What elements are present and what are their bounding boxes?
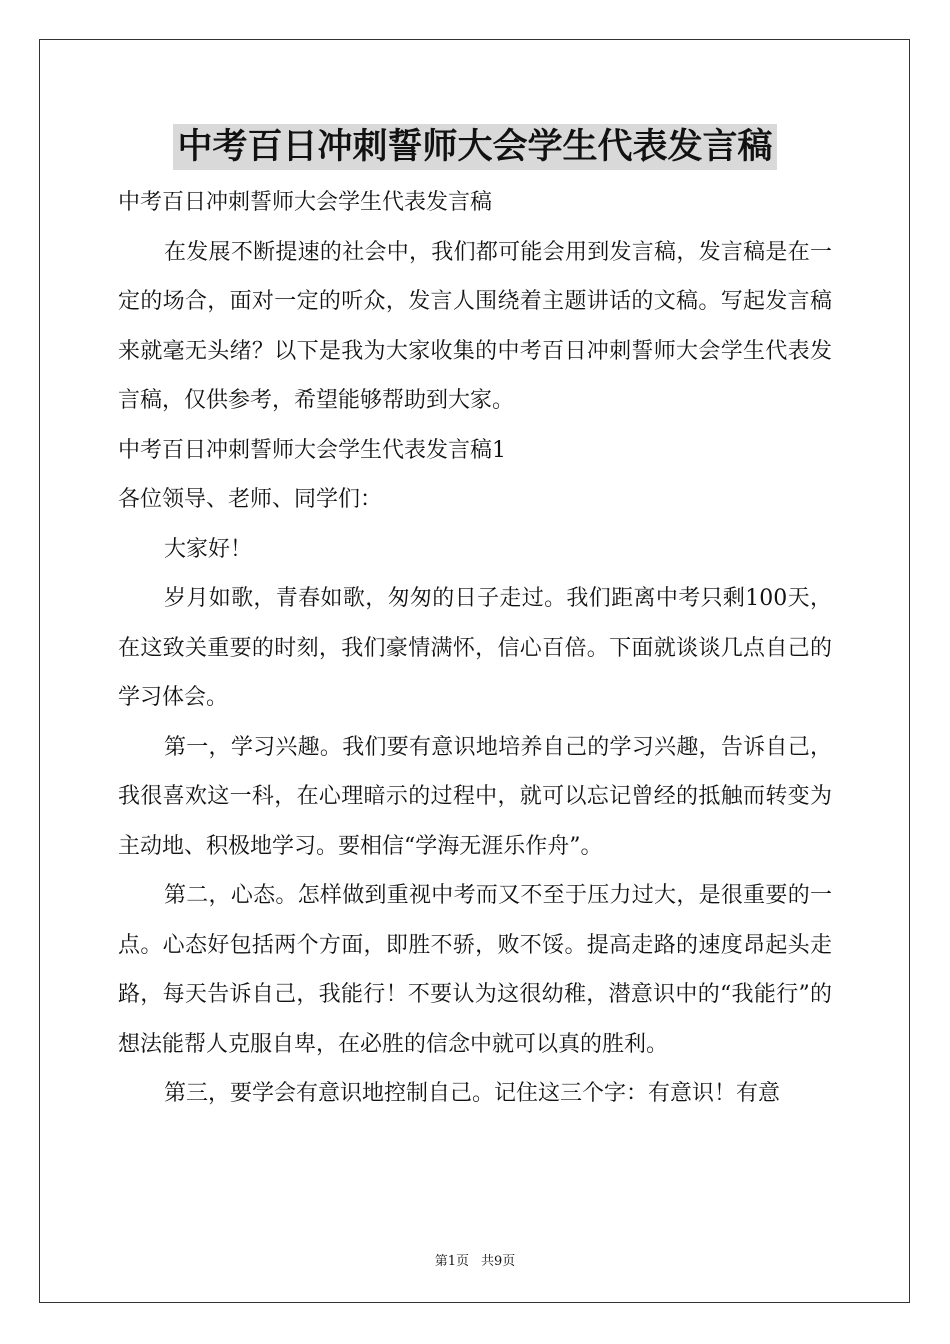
document-title: 中考百日冲刺誓师大会学生代表发言稿 bbox=[173, 124, 776, 170]
paragraph-body: 第三，要学会有意识地控制自己。记住这三个字：有意识！有意 bbox=[164, 1081, 781, 1106]
paragraph-body: 第一，学习兴趣。我们要有意识地培养自己的学习兴趣，告诉自己，我很喜欢这一科，在心理暗示的过程中，就可以忘记曾经的抵触而转变为主动地、积极地学习。要相信“学海无涯乐作舟”。 bbox=[118, 734, 832, 859]
page-footer bbox=[0, 1250, 950, 1269]
paragraph-intro: 在发展不断提速的社会中，我们都可能会用到发言稿，发言稿是在一定的场合，面对一定的听众，发言人围绕着主题讲话的文稿。写起发言稿来就毫无头绪？以下是我为大家收集的中考百日冲刺誓师大会学生代表发言稿，仅供参考，希望能够帮助到大家。 bbox=[118, 239, 832, 413]
paragraph-subtitle: 中考百日冲刺誓师大会学生代表发言稿 bbox=[118, 190, 493, 215]
paragraph-salutation: 各位领导、老师、同学们： bbox=[118, 487, 383, 512]
page-number: 第1页 bbox=[434, 1254, 469, 1269]
title-container bbox=[0, 124, 950, 170]
paragraph-body: 岁月如歌，青春如歌，匆匆的日子走过。我们距离中考只剩100天，在这致关重要的时刻，我们豪情满怀，信心百倍。下面就谈谈几点自己的学习体会。 bbox=[118, 586, 832, 710]
document-body bbox=[118, 178, 832, 1119]
paragraph-body: 第二，心态。怎样做到重视中考而又不至于压力过大，是很重要的一点。心态好包括两个方面，即胜不骄，败不馁。提高走路的速度昂起头走路，每天告诉自己，我能行！不要认为这很幼稚，潜意识中的“我能行”的想法能帮人克服自卑，在必胜的信念中就可以真的胜利。 bbox=[118, 883, 832, 1057]
page-total: 共9页 bbox=[481, 1254, 516, 1269]
paragraph-greeting: 大家好！ bbox=[164, 536, 253, 562]
paragraph-heading: 中考百日冲刺誓师大会学生代表发言稿1 bbox=[118, 437, 506, 463]
